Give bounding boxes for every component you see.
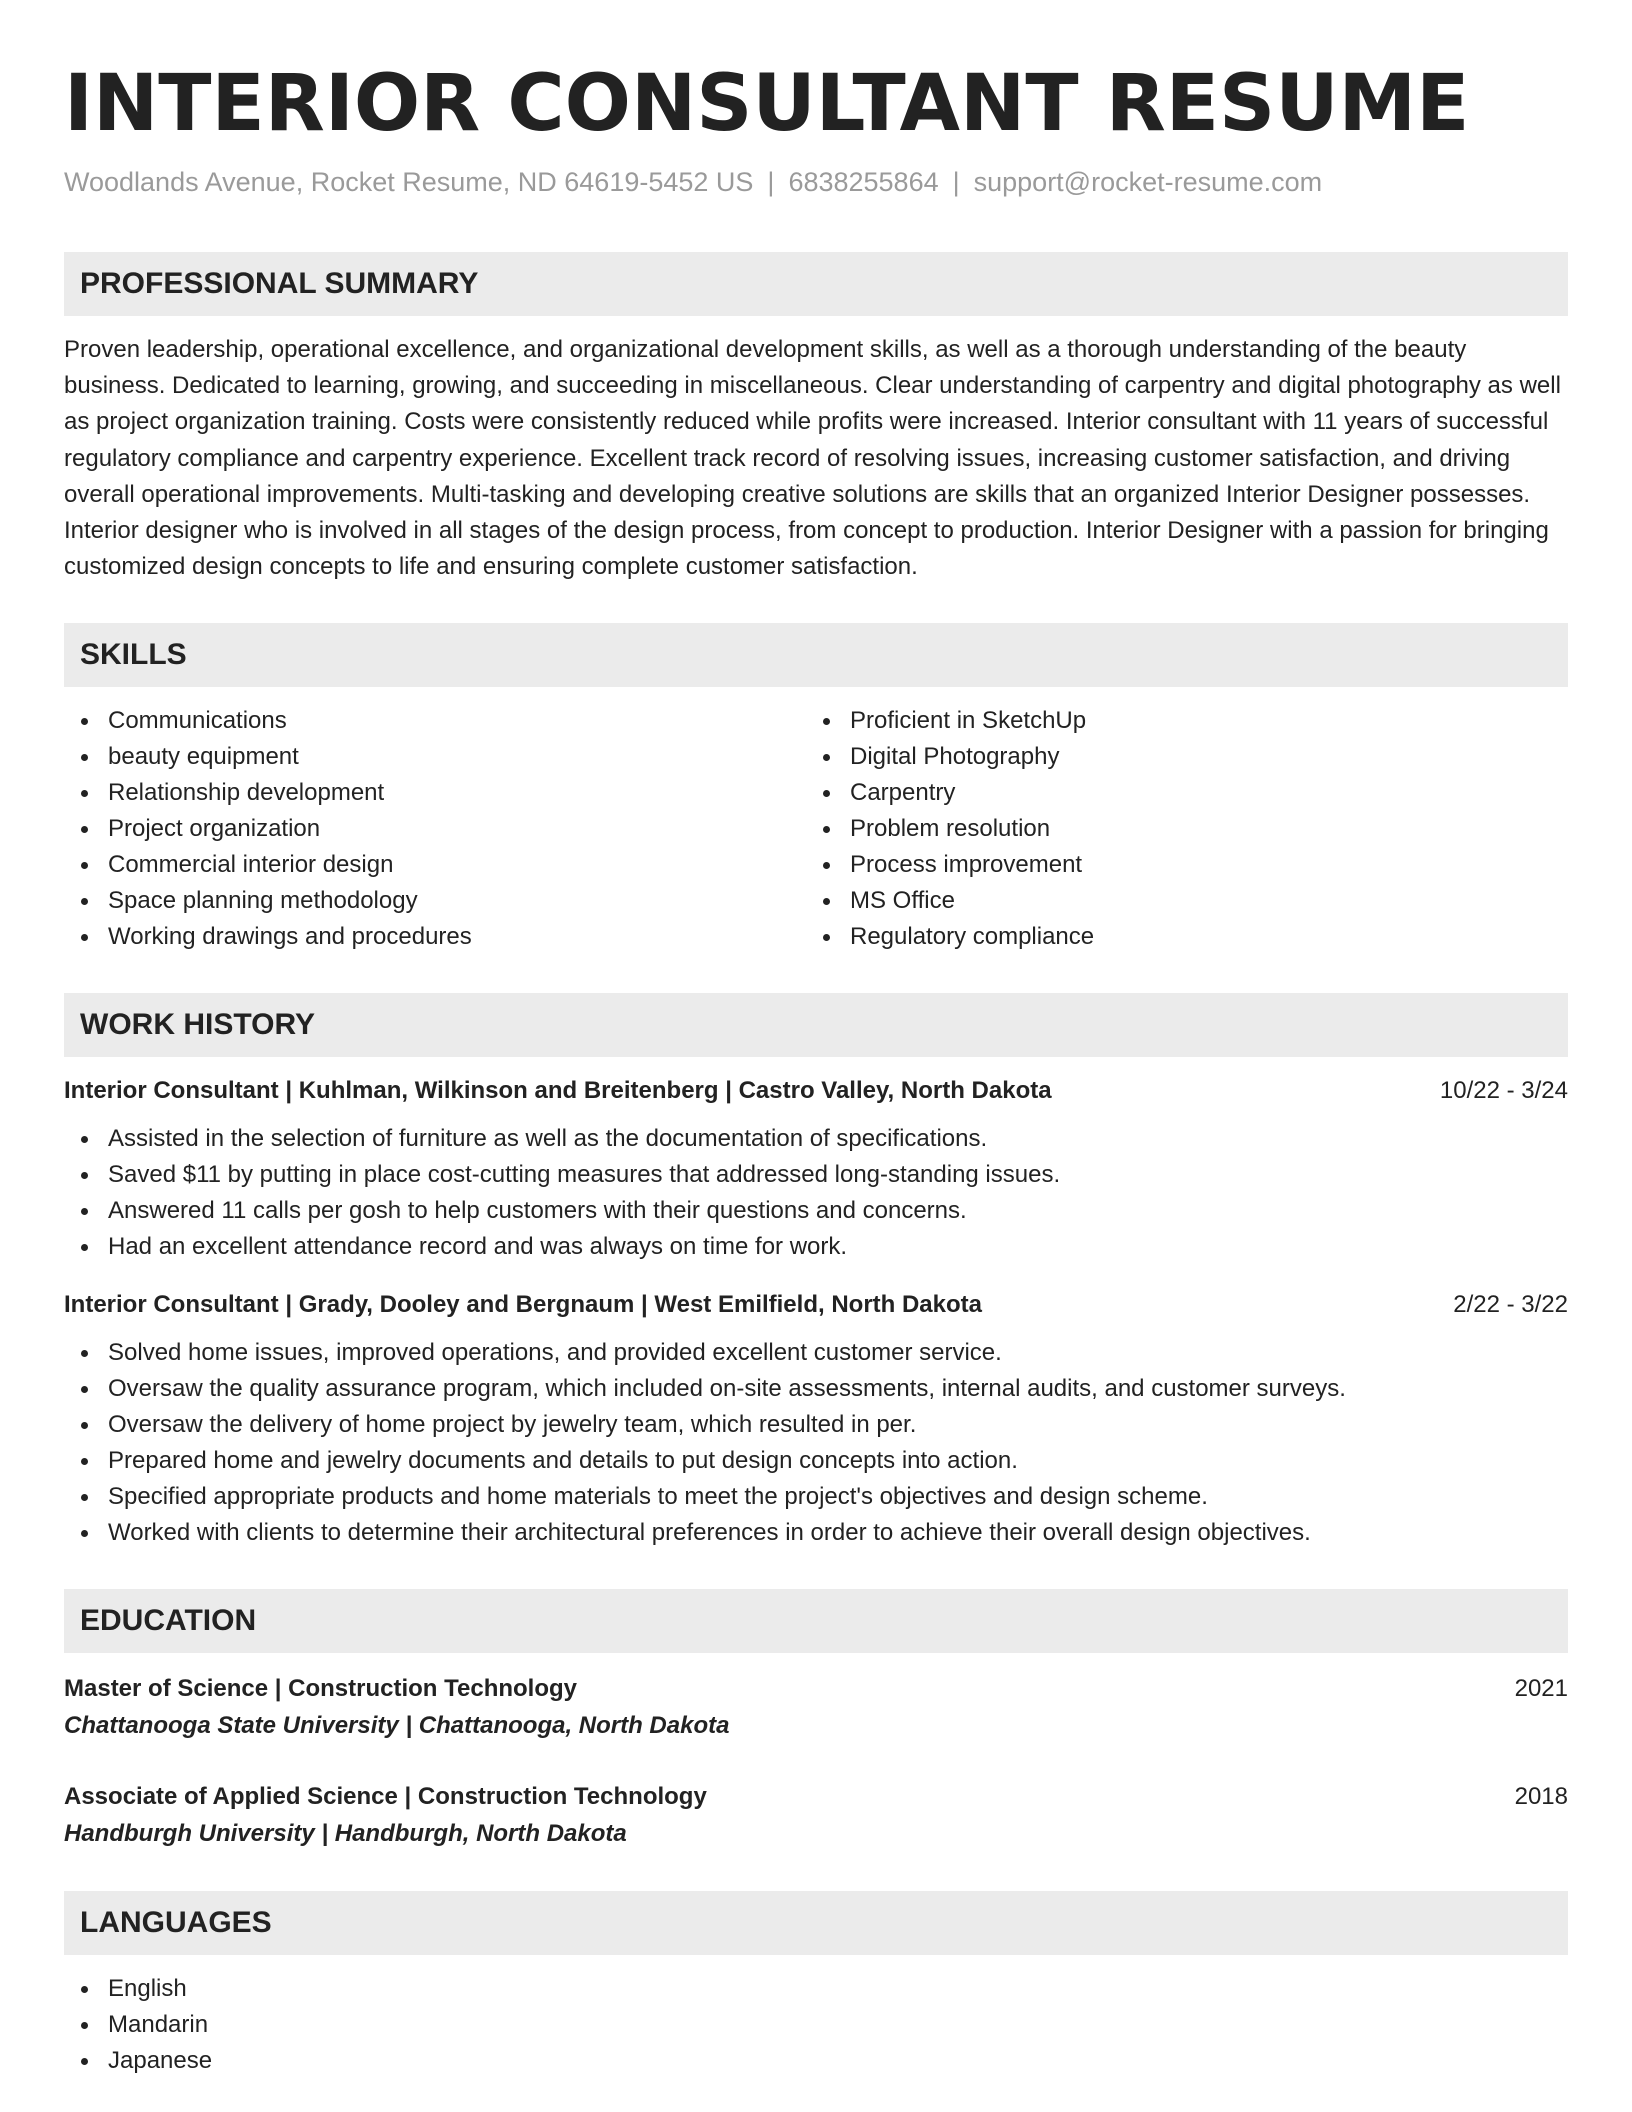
education-degree: Master of Science | Construction Technology: [64, 1675, 578, 1703]
job-bullet: Had an excellent attendance record and was always on time for work.: [64, 1229, 1568, 1265]
skill-item: Project organization: [64, 811, 806, 847]
job-bullet: Answered 11 calls per gosh to help customers with their questions and concerns.: [64, 1193, 1568, 1229]
skill-item: beauty equipment: [64, 739, 806, 775]
education-year: 2018: [1514, 1783, 1568, 1811]
job-bullets: [64, 1335, 1568, 1551]
skill-item: Relationship development: [64, 775, 806, 811]
skill-item: Carpentry: [806, 775, 1548, 811]
skill-item: MS Office: [806, 883, 1548, 919]
job-bullet: Specified appropriate products and home materials to meet the project's objectives and design scheme.: [64, 1479, 1568, 1515]
job-bullet: Worked with clients to determine their architectural preferences in order to achieve their overall design objectives.: [64, 1515, 1568, 1551]
job-bullet: Assisted in the selection of furniture as well as the documentation of specifications.: [64, 1121, 1568, 1157]
contact-separator: |: [952, 167, 960, 197]
skills-column-left: [64, 703, 806, 955]
education-entry: [64, 1779, 1568, 1853]
job-entry: [64, 1073, 1568, 1265]
skill-item: Communications: [64, 703, 806, 739]
job-bullet: Saved $11 by putting in place cost-cutting measures that addressed long-standing issues.: [64, 1157, 1568, 1193]
skill-item: Commercial interior design: [64, 847, 806, 883]
job-bullet: Solved home issues, improved operations, and provided excellent customer service.: [64, 1335, 1568, 1371]
skill-item: Working drawings and procedures: [64, 919, 806, 955]
skills-column-right: [806, 703, 1548, 955]
job-entry: [64, 1287, 1568, 1551]
contact-email: support@rocket-resume.com: [973, 167, 1323, 197]
skill-item: Regulatory compliance: [806, 919, 1548, 955]
job-dates: 10/22 - 3/24: [1439, 1077, 1568, 1105]
language-item: Mandarin: [64, 2007, 1568, 2043]
job-bullet: Oversaw the quality assurance program, which included on-site assessments, internal audits, and customer surveys.: [64, 1371, 1568, 1407]
job-bullet: Oversaw the delivery of home project by jewelry team, which resulted in per.: [64, 1407, 1568, 1443]
job-bullets: [64, 1121, 1568, 1265]
job-header: [64, 1287, 1568, 1323]
section-header-work-history: WORK HISTORY: [64, 993, 1568, 1057]
education-school: Chattanooga State University | Chattanooga, North Dakota: [64, 1712, 730, 1740]
section-header-skills: SKILLS: [64, 623, 1568, 687]
summary-text: Proven leadership, operational excellence, and organizational development skills, as well as a thorough understanding of the beauty business. Dedicated to learning, growing, and succeeding in miscellaneous. Clear understanding of carpentry and digital photography as well as project organization training. Costs were consistently reduced while profits were increased. Interior consultant with 11 years of successful regulatory compliance and carpentry experience. Excellent track record of resolving issues, increasing customer satisfaction, and driving overall operational improvements. Multi-tasking and developing creative solutions are skills that an organized Interior Designer possesses. Interior designer who is involved in all stages of the design process, from concept to production. Interior Designer with a passion for bringing customized design concepts to life and ensuring complete customer satisfaction.: [64, 336, 1561, 581]
job-bullet: Prepared home and jewelry documents and details to put design concepts into action.: [64, 1443, 1568, 1479]
language-item: Japanese: [64, 2043, 1568, 2079]
languages-list: [64, 1971, 1568, 2079]
job-header: [64, 1073, 1568, 1109]
job-dates: 2/22 - 3/22: [1453, 1291, 1568, 1319]
language-item: English: [64, 1971, 1568, 2007]
skill-item: Problem resolution: [806, 811, 1548, 847]
resume-title: INTERIOR CONSULTANT RESUME: [64, 59, 1470, 149]
contact-separator: |: [767, 167, 775, 197]
section-header-languages: LANGUAGES: [64, 1891, 1568, 1955]
contact-line: [64, 162, 1568, 202]
skill-item: Digital Photography: [806, 739, 1548, 775]
education-entry: [64, 1671, 1568, 1745]
contact-phone: 6838255864: [788, 167, 939, 197]
contact-address: Woodlands Avenue, Rocket Resume, ND 64619-5452 US: [64, 167, 754, 197]
education-year: 2021: [1514, 1675, 1568, 1703]
education-header: [64, 1779, 1568, 1815]
education-school: Handburgh University | Handburgh, North Dakota: [64, 1820, 627, 1848]
job-title: Interior Consultant | Grady, Dooley and Bergnaum | West Emilfield, North Dakota: [64, 1291, 982, 1319]
job-title: Interior Consultant | Kuhlman, Wilkinson and Breitenberg | Castro Valley, North Dakota: [64, 1077, 1052, 1105]
education-header: [64, 1671, 1568, 1707]
skill-item: Process improvement: [806, 847, 1548, 883]
section-header-education: EDUCATION: [64, 1589, 1568, 1653]
education-degree: Associate of Applied Science | Construction Technology: [64, 1783, 707, 1811]
skill-item: Proficient in SketchUp: [806, 703, 1548, 739]
skill-item: Space planning methodology: [64, 883, 806, 919]
section-header-summary: PROFESSIONAL SUMMARY: [64, 252, 1568, 316]
skills-list: [64, 703, 1568, 955]
